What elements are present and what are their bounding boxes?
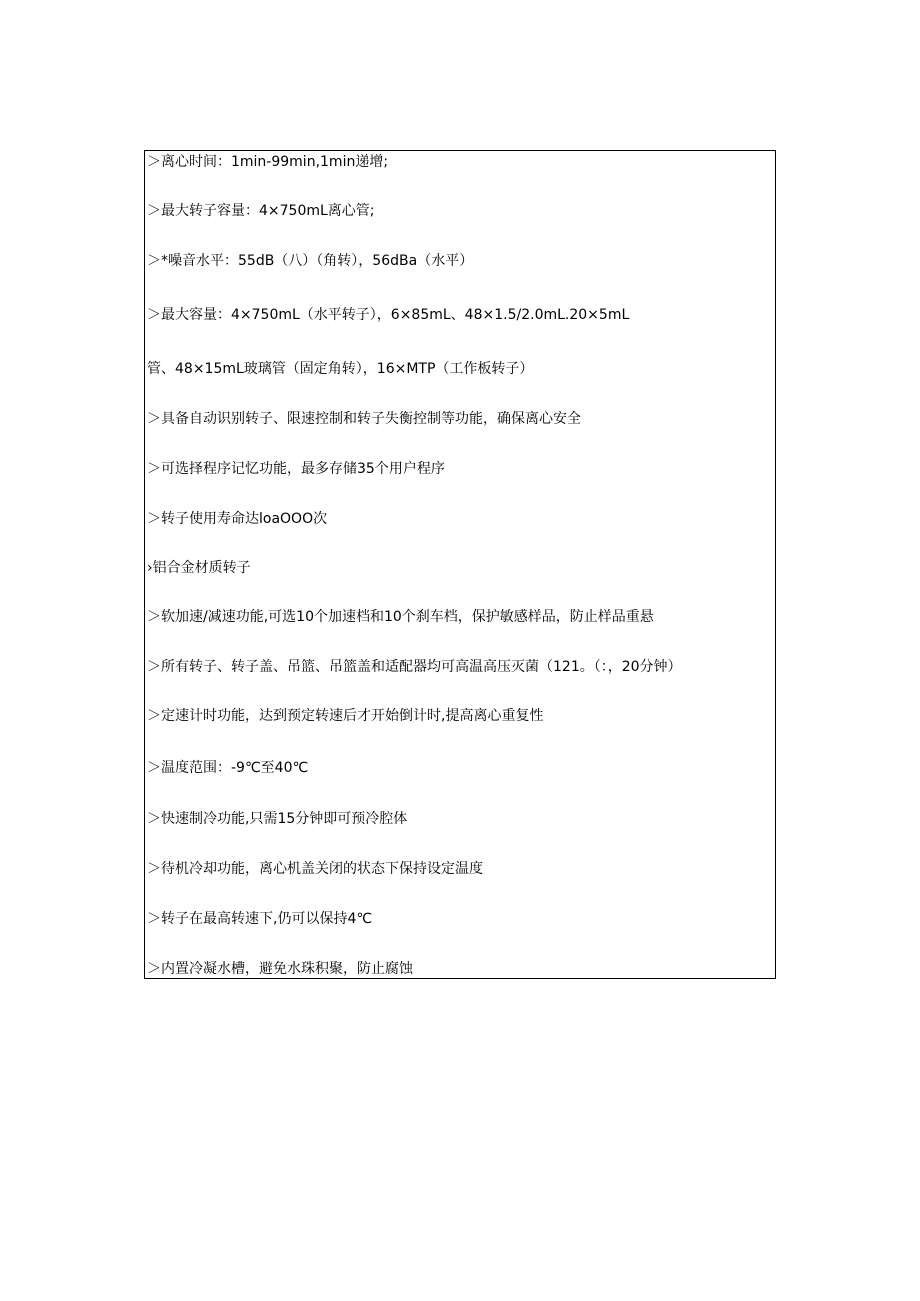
spec-line-max-speed-temp: ＞转子在最高转速下,仍可以保持4℃ [147,911,373,927]
spec-line-program-memory: ＞可选择程序记忆功能，最多存储35个用户程序 [147,461,445,477]
spec-line-temperature-range: ＞温度范围：-9℃至40℃ [147,760,309,776]
spec-line-timed-speed: ＞定速计时功能，达到预定转速后才开始倒计时,提高离心重复性 [147,708,544,724]
spec-line-standby-cooling: ＞待机冷却功能，离心机盖关闭的状态下保持设定温度 [147,861,483,877]
spec-line-rotor-material: ›铝合金材质转子 [147,560,251,576]
spec-line-noise-level: ＞*噪音水平：55dB（八）（角转），56dBa（水平） [147,253,474,269]
spec-line-max-rotor-capacity: ＞最大转子容量：4×750mL离心管; [147,203,375,219]
spec-line-max-capacity: ＞最大容量：4×750mL（水平转子），6×85mL、48×1.5/2.0mL.20×5mL [147,307,630,323]
spec-line-auto-recognition: ＞具备自动识别转子、限速控制和转子失衡控制等功能，确保离心安全 [147,411,581,427]
spec-line-centrifuge-time: ＞离心时间：1min-99min,1min递增; [147,154,389,170]
spec-table-cell [144,150,776,979]
spec-line-fast-cooling: ＞快速制冷功能,只需15分钟即可预冷腔体 [147,811,408,827]
spec-line-rotor-lifetime: ＞转子使用寿命达loaOOO次 [147,511,328,527]
spec-line-autoclavable: ＞所有转子、转子盖、吊篮、吊篮盖和适配器均可高温高压灭菌（121。（：，20分钟） [147,659,682,675]
spec-line-max-capacity-cont: 管、48×15mL玻璃管（固定角转），16×MTP（工作板转子） [147,361,534,377]
spec-line-condensate-trough: ＞内置冷凝水槽，避免水珠积聚，防止腐蚀 [147,961,413,977]
spec-line-soft-acceleration: ＞软加速/减速功能,可选10个加速档和10个刹车档，保护敏感样品，防止样品重悬 [147,609,654,625]
